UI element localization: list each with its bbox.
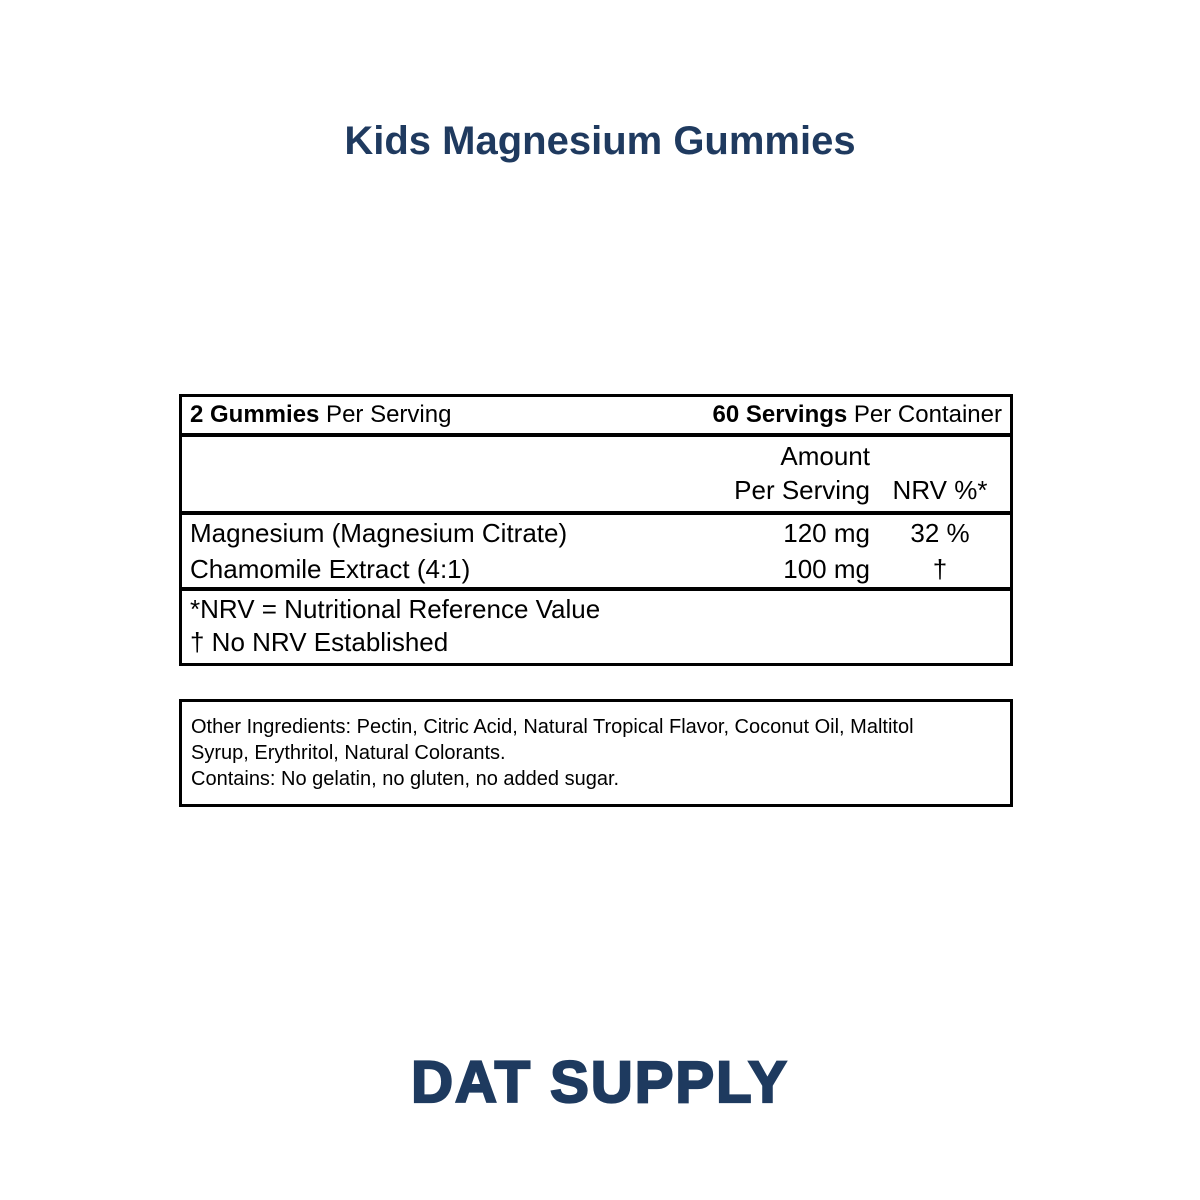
amount-header-line2: Per Serving [734,475,870,505]
servings-per-container [713,400,1003,429]
facts-body [182,515,1010,587]
table-row-magnesium [182,515,1010,551]
nutrient-nrv: † [932,554,948,584]
supplement-facts-panel [179,394,1013,666]
servings-value: 60 Servings [712,401,848,428]
facts-header-row [182,437,1010,515]
serving-size-value: 2 Gummies [190,401,320,428]
other-ingredients-line-2: Syrup, Erythritol, Natural Colorants. [191,742,506,764]
serving-size [190,400,451,429]
serving-info-row [182,397,1010,437]
servings-suffix: Per Container [847,401,1002,428]
other-ingredients-line-1: Other Ingredients: Pectin, Citric Acid, Natural Tropical Flavor, Coconut Oil, Maltitol [191,716,914,738]
nutrient-name: Magnesium (Magnesium Citrate) [190,518,568,548]
other-ingredients-panel [179,699,1013,807]
product-title: Kids Magnesium Gummies [344,119,856,163]
table-row-chamomile [182,551,1010,587]
nutrient-name: Chamomile Extract (4:1) [190,554,471,584]
serving-size-suffix: Per Serving [319,401,452,428]
nutrient-nrv: 32 % [910,518,970,548]
facts-footnotes [182,587,1010,663]
footnote-nrv-definition: *NRV = Nutritional Reference Value [190,594,601,624]
nrv-header: NRV %* [892,475,988,505]
amount-header-line1: Amount [780,441,870,471]
footnote-no-nrv: † No NRV Established [190,627,449,657]
nutrient-amount: 100 mg [783,554,870,584]
nutrient-amount: 120 mg [783,518,870,548]
amount-per-serving-header [680,439,870,507]
brand-logo: DAT SUPPLY [411,1050,789,1115]
contains-line: Contains: No gelatin, no gluten, no added sugar. [191,768,620,790]
nutrient-column-spacer [182,439,680,507]
